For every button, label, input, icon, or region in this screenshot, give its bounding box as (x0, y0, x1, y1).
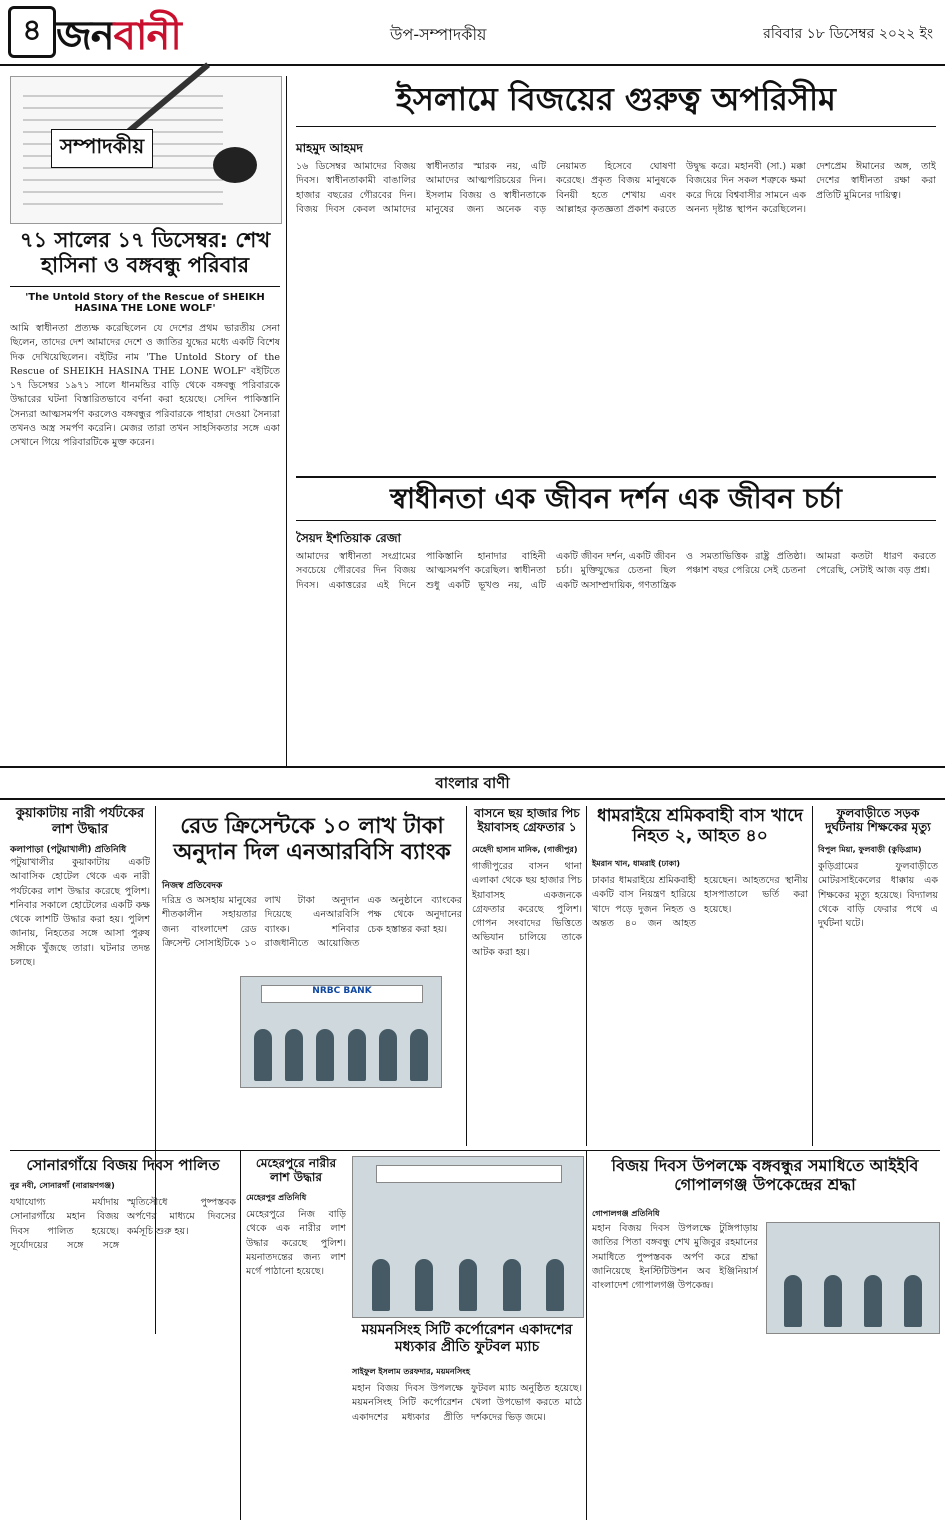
news6-byline: নুর নবী, সোনারগাঁ (নারায়ণগঞ্জ) (10, 1181, 115, 1190)
issue-date: রবিবার ১৮ ডিসেম্বর ২০২২ ইং (763, 26, 933, 42)
news2-photo (240, 976, 442, 1088)
news9-byline: সাইফুল ইসলাম তরফদার, ময়মনসিংহ (352, 1367, 470, 1376)
ink-pot-icon (213, 147, 257, 183)
news9-body: মহান বিজয় দিবস উপলক্ষে ময়মনসিংহ সিটি কর্পোরেশন একাদশের মধ্যকার প্রীতি ফুটবল ম্যাচ অনুষ্ঠিত হয়েছে। খেলা উপভোগ করতে মাঠে দর্শকদের ভিড় জমে। (352, 1383, 582, 1423)
editorial-label: সম্পাদকীয় (51, 129, 153, 168)
news5-byline: বিপুল মিয়া, ফুলবাড়ী (কুড়িগ্রাম) (818, 845, 922, 854)
news6-headline: সোনারগাঁয়ে বিজয় দিবস পালিত (26, 1156, 220, 1174)
editorial-illustration (10, 76, 282, 224)
news6-body: যথাযোগ্য মর্যাদায় সোনারগাঁয়ে মহান বিজয় দিবস পালিত হয়েছে। সূর্যোদয়ের সঙ্গে সঙ্গে স্মৃতিসৌধে পুষ্পস্তবক অর্পণের মাধ্যমে দিবসের কর্মসূচি শুরু হয়। (10, 1197, 236, 1251)
editorial-english-title: 'The Untold Story of the Rescue of SHEIKH HASINA THE LONE WOLF' (25, 292, 265, 314)
news9-headline: ময়মনসিংহ সিটি কর্পোরেশন একাদশের মধ্যকার প্রীতি ফুটবল ম্যাচ (361, 1322, 573, 1355)
news2-headline: রেড ক্রিসেন্টকে ১০ লাখ টাকা অনুদান দিল এনআরবিসি ব্যাংক (173, 814, 451, 866)
news4-body: ঢাকার ধামরাইয়ে শ্রমিকবাহী একটি বাস নিয়ন্ত্রণ হারিয়ে খাদে পড়ে দুজন নিহত ও অন্তত ৪০ জন আহত হয়েছেন। আহতদের স্থানীয় হাসপাতালে ভর্তি করা হয়েছে। (592, 875, 808, 929)
news4-byline: ইমরান খান, ধামরাই (ঢাকা) (592, 859, 681, 868)
news4-headline: ধামরাইয়ে শ্রমিকবাহী বাস খাদে নিহত ২, আহত ৪০ (597, 806, 803, 847)
article1-headline: ইসলামে বিজয়ের গুরুত্ব অপরিসীম (396, 80, 836, 118)
page-number: ৪ (8, 6, 56, 58)
news7-headline: মেহেরপুরে নারীর লাশ উদ্ধার (255, 1156, 337, 1185)
news8-photo (766, 1222, 940, 1334)
nrbc-banner: NRBC BANK (261, 985, 423, 1003)
masthead (0, 0, 945, 66)
news2-body: দরিদ্র ও অসহায় মানুষের শীতকালীন সহায়তার জন্য বাংলাদেশ রেড ক্রিসেন্ট সোসাইটিকে ১০ লাখ টাকা অনুদান দিয়েছে এনআরবিসি ব্যাংক। শনিবার রাজধানীতে আয়োজিত এক অনুষ্ঠানে ব্যাংকের পক্ষ থেকে অনুদানের চেক হস্তান্তর করা হয়। (162, 895, 462, 949)
news2-byline: নিজস্ব প্রতিবেদক (162, 881, 223, 891)
article1-body: ১৬ ডিসেম্বর আমাদের বিজয় দিবস। স্বাধীনতাকামী বাঙালির হাজার বছরের গৌরবের দিন। বিজয় দিবস কেবল আমাদের স্বাধীনতার স্মারক নয়, এটি আমাদের আত্মপরিচয়ের দিন। ইসলাম বিজয় ও স্বাধীনতাকে মানুষের জন্য অনেক বড় নেয়ামত হিসেবে ঘোষণা করেছে। প্রকৃত বিজয় মানুষকে বিনয়ী হতে শেখায় এবং আল্লাহর কৃতজ্ঞতা প্রকাশ করতে উদ্বুদ্ধ করে। মহানবী (সা.) মক্কা বিজয়ের দিন সকল শত্রুকে ক্ষমা করে দিয়ে বিশ্ববাসীর সামনে এক অনন্য দৃষ্টান্ত স্থাপন করেছিলেন। দেশপ্রেম ঈমানের অঙ্গ, তাই দেশের স্বাধীনতা রক্ষা করা প্রতিটি মুমিনের দায়িত্ব। (296, 161, 936, 215)
article2-body: আমাদের স্বাধীনতা সংগ্রামের সবচেয়ে গৌরবের দিন বিজয় দিবস। একাত্তরের এই দিনে পাকিস্তানি হানাদার বাহিনী আত্মসমর্পণ করেছিল। স্বাধীনতা শুধু একটি ভূখণ্ড নয়, এটি একটি জীবন দর্শন, একটি জীবন চর্চা। মুক্তিযুদ্ধের চেতনা ছিল একটি অসাম্প্রদায়িক, গণতান্ত্রিক ও সমতাভিত্তিক রাষ্ট্র প্রতিষ্ঠা। পঞ্চাশ বছর পেরিয়ে সেই চেতনা আমরা কতটা ধারণ করতে পেরেছি, সেটাই আজ বড় প্রশ্ন। (296, 551, 936, 591)
article1-author: মাহমুদ আহমদ (296, 141, 363, 155)
news8-byline: গোপালগঞ্জ প্রতিনিধি (592, 1209, 660, 1218)
article2-author: সৈয়দ ইশতিয়াক রেজা (296, 531, 401, 545)
news1-headline: কুয়াকাটায় নারী পর্যটকের লাশ উদ্ধার (15, 806, 145, 837)
news7-body: মেহেরপুরে নিজ বাড়ি থেকে এক নারীর লাশ উদ্ধার করেছে পুলিশ। ময়নাতদন্তের জন্য লাশ মর্গে পাঠানো হয়েছে। (246, 1209, 346, 1277)
article2-headline: স্বাধীনতা এক জীবন দর্শন এক জীবন চর্চা (389, 482, 843, 515)
section-label: উপ-সম্পাদকীয় (390, 25, 487, 44)
editorial-headline: ৭১ সালের ১৭ ডিসেম্বর: শেখ হাসিনা ও বঙ্গবন্ধু পরিবার (19, 228, 271, 278)
newspaper-logo: জনবানী (56, 13, 181, 59)
news8-headline: বিজয় দিবস উপলক্ষে বঙ্গবন্ধুর সমাধিতে আইইবি গোপালগঞ্জ উপকেন্দ্রের শ্রদ্ধা (611, 1156, 919, 1195)
news1-byline: কলাপাড়া (পটুয়াখালী) প্রতিনিধি (10, 845, 127, 855)
news3-headline: বাসনে ছয় হাজার পিচ ইয়াবাসহ গ্রেফতার ১ (474, 806, 580, 835)
news8-body: মহান বিজয় দিবস উপলক্ষে টুঙ্গিপাড়ায় জাতির পিতা বঙ্গবন্ধু শেখ মুজিবুর রহমানের সমাধিতে পুষ্পস্তবক অর্পণ করে শ্রদ্ধা জানিয়েছে ইনস্টিটিউশন অব ইঞ্জিনিয়ার্স বাংলাদেশ গোপালগঞ্জ উপকেন্দ্র। (592, 1223, 758, 1291)
news8-body-continued (766, 1338, 938, 1514)
news5-headline: ফুলবাড়ীতে সড়ক দুর্ঘটনায় শিক্ষকের মৃত্যু (825, 806, 931, 835)
news1-body: পটুয়াখালীর কুয়াকাটায় একটি আবাসিক হোটেল থেকে এক নারী পর্যটকের লাশ উদ্ধার করেছে পুলিশ। শনিবার সকালে হোটেলের একটি কক্ষ থেকে লাশটি উদ্ধার করা হয়। পুলিশ জানায়, নিহতের সঙ্গে আসা পুরুষ সঙ্গীকে খুঁজছে তারা। ঘটনার তদন্ত চলছে। (10, 857, 150, 968)
bangla-bani-band: বাংলার বাণী (0, 766, 945, 800)
news3-byline: মেহেদী হাসান মানিক, (গাজীপুর) (472, 845, 578, 854)
news5-body: কুড়িগ্রামের ফুলবাড়ীতে মোটরসাইকেলের ধাক্কায় এক শিক্ষকের মৃত্যু হয়েছে। বিদ্যালয় থেকে বাড়ি ফেরার পথে এ দুর্ঘটনা ঘটে। (818, 861, 938, 929)
news7-byline: মেহেরপুর প্রতিনিধি (246, 1193, 307, 1202)
news3-body: গাজীপুরের বাসন থানা এলাকা থেকে ছয় হাজার পিচ ইয়াবাসহ একজনকে গ্রেফতার করেছে পুলিশ। গোপন সংবাদের ভিত্তিতে অভিযান চালিয়ে তাকে আটক করা হয়। (472, 861, 582, 958)
news9-photo (352, 1156, 584, 1318)
editorial-body: আমি স্বাধীনতা প্রত্যক্ষ করেছিলেন যে দেশের প্রথম ভারতীয় সেনা ছিলেন, তাদের দেশ আমাদের দেশে ও জাতির যুদ্ধের মধ্যে একটি বিশেষ দিক দেখিয়েছিলেন। বইটির নাম 'The Untold Story of the Rescue of SHEIKH HASINA THE LONE WOLF' বইটিতে ১৭ ডিসেম্বর ১৯৭১ সালে ধানমন্ডির বাড়ি থেকে বঙ্গবন্ধু পরিবারকে উদ্ধারের ঘটনা বিস্তারিতভাবে বর্ণনা করা হয়েছে। সেদিন পাকিস্তানি সৈন্যরা আত্মসমর্পণ করলেও বঙ্গবন্ধুর পরিবারকে পাহারা দেওয়া সৈন্যরা তখনও অস্ত্র সমর্পণ করেনি। মেজর তারা তখন সাহসিকতার সঙ্গে একা সেখানে গিয়ে পরিবারটিকে মুক্ত করেন। (10, 323, 280, 448)
